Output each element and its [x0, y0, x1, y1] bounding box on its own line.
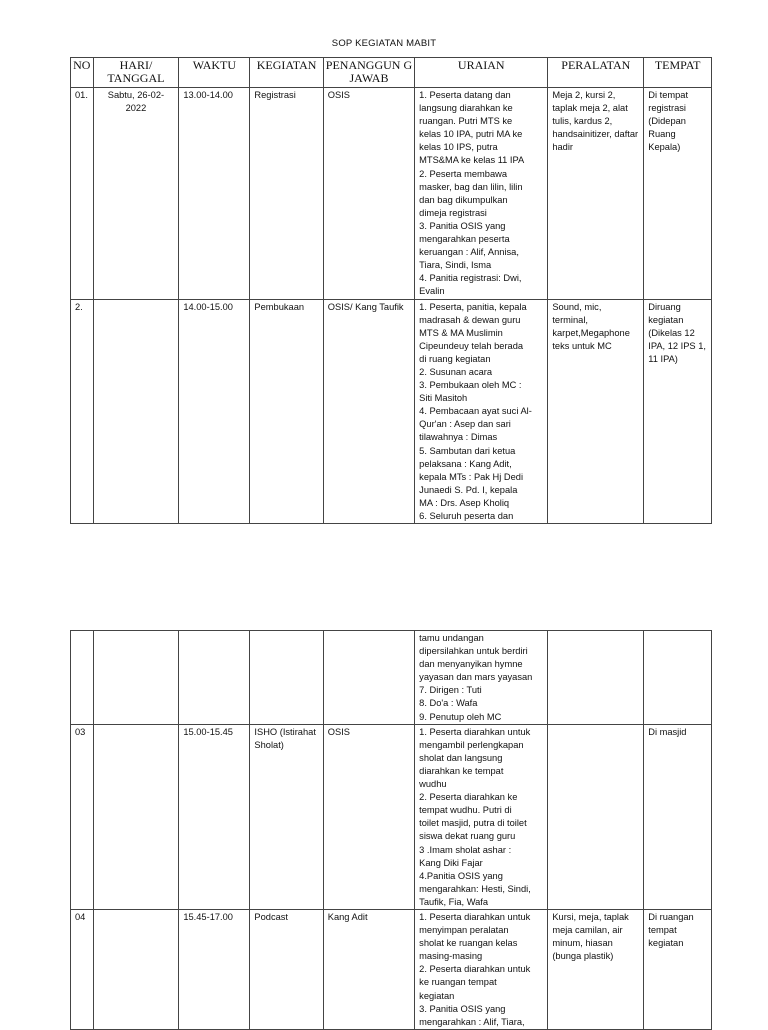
- uraian-line: MA : Drs. Asep Kholiq: [419, 497, 510, 508]
- uraian-line: kelas 10 IPS, putra: [419, 142, 498, 153]
- cell-peralatan: Meja 2, kursi 2, taplak meja 2, alat tulis, kardus 2, handsainitizer, daftar hadir: [548, 88, 644, 300]
- cell-uraian: [415, 724, 548, 909]
- uraian-line: mengambil perlengkapan: [419, 739, 524, 750]
- cell-no: 03: [71, 724, 94, 909]
- cell-tempat: Di ruangan tempat kegiatan: [644, 909, 712, 1029]
- uraian-line: mengarahkan : Alif, Tiara,: [419, 1016, 525, 1027]
- header-tempat: TEMPAT: [644, 58, 712, 88]
- uraian-line: 1. Peserta diarahkan untuk: [419, 911, 531, 922]
- uraian-line: ruangan. Putri MTS ke: [419, 116, 513, 127]
- uraian-line: Kang Diki Fajar: [419, 857, 483, 868]
- uraian-line: mengarahkan: Hesti, Sindi,: [419, 883, 531, 894]
- cell-no: [71, 631, 94, 725]
- uraian-line: Tiara, Sindi, Isma: [419, 260, 492, 271]
- uraian-line: Cipeundeuy telah berada: [419, 340, 524, 351]
- uraian-line: dan bag dikumpulkan: [419, 194, 508, 205]
- uraian-line: sholat dan langsung: [419, 752, 503, 763]
- cell-tempat: Di tempat registrasi (Didepan Ruang Kepala): [644, 88, 712, 300]
- table-row: [71, 724, 712, 909]
- table-row: [71, 631, 712, 725]
- uraian-line: diarahkan ke tempat: [419, 765, 504, 776]
- cell-penanggung-jawab: OSIS: [323, 724, 414, 909]
- uraian-line: 1. Peserta datang dan: [419, 90, 511, 100]
- uraian-line: 4. Pembacaan ayat suci Al-: [419, 406, 532, 417]
- header-penanggung-jawab: PENANGGUN G JAWAB: [323, 58, 414, 88]
- uraian-line: Evalin: [419, 286, 445, 297]
- cell-hari-tanggal: Sabtu, 26-02-2022: [93, 88, 179, 300]
- cell-uraian: [415, 909, 548, 1029]
- uraian-line: di ruang kegiatan: [419, 353, 491, 364]
- cell-peralatan: [548, 631, 644, 725]
- uraian-line: masker, bag dan lilin, lilin: [419, 181, 523, 192]
- table-row: [71, 299, 712, 524]
- cell-tempat: Diruang kegiatan (Dikelas 12 IPA, 12 IPS 1, 11 IPA): [644, 299, 712, 524]
- header-hari-tanggal: HARI/ TANGGAL: [93, 58, 179, 88]
- uraian-line: menyimpan peralatan: [419, 925, 509, 936]
- header-no: NO: [71, 58, 94, 88]
- cell-uraian: [415, 631, 548, 725]
- uraian-line: MTS&MA ke kelas 11 IPA: [419, 155, 525, 166]
- uraian-line: 1. Peserta, panitia, kepala: [419, 301, 527, 312]
- cell-hari-tanggal: [93, 299, 179, 524]
- cell-uraian: [415, 299, 548, 524]
- sop-table-page-2: [70, 630, 712, 1030]
- uraian-line: kegiatan: [419, 990, 455, 1001]
- header-waktu: WAKTU: [179, 58, 250, 88]
- cell-hari-tanggal: [93, 724, 179, 909]
- cell-kegiatan: Registrasi: [250, 88, 323, 300]
- uraian-line: toilet masjid, putra di toilet: [419, 818, 527, 829]
- cell-tempat: Di masjid: [644, 724, 712, 909]
- uraian-line: pelaksana : Kang Adit,: [419, 458, 512, 469]
- cell-waktu: 15.00-15.45: [179, 724, 250, 909]
- cell-no: 2.: [71, 299, 94, 524]
- cell-kegiatan: [250, 631, 323, 725]
- uraian-line: 3 .Imam sholat ashar :: [419, 844, 512, 855]
- cell-peralatan: [548, 724, 644, 909]
- uraian-line: 3. Pembukaan oleh MC :: [419, 380, 522, 391]
- uraian-line: tamu undangan: [419, 633, 484, 643]
- table-header-row: [71, 58, 712, 88]
- document-title: SOP KEGIATAN MABIT: [331, 38, 437, 49]
- uraian-line: Qur'an : Asep dan sari: [419, 419, 511, 430]
- uraian-line: 2. Peserta diarahkan ke: [419, 792, 518, 803]
- uraian-line: 7. Dirigen : Tuti: [419, 685, 482, 696]
- cell-peralatan: Kursi, meja, taplak meja camilan, air minum, hiasan (bunga plastik): [548, 909, 644, 1029]
- uraian-line: dipersilahkan untuk berdiri: [419, 646, 528, 657]
- uraian-line: 2. Peserta membawa: [419, 168, 508, 179]
- uraian-line: ke ruangan tempat: [419, 977, 497, 988]
- cell-penanggung-jawab: OSIS: [323, 88, 414, 300]
- uraian-line: Siti Masitoh: [419, 393, 468, 404]
- uraian-line: kepala MTs : Pak Hj Dedi: [419, 471, 524, 482]
- uraian-line: Junaedi S. Pd. I, kepala: [419, 484, 518, 495]
- cell-no: 04: [71, 909, 94, 1029]
- cell-tempat: [644, 631, 712, 725]
- cell-penanggung-jawab: Kang Adit: [323, 909, 414, 1029]
- cell-kegiatan: Podcast: [250, 909, 323, 1029]
- uraian-line: yayasan dan mars yayasan: [419, 672, 533, 683]
- uraian-line: MTS & MA Muslimin: [419, 327, 503, 338]
- uraian-line: 8. Do'a : Wafa: [419, 698, 478, 709]
- cell-hari-tanggal: [93, 909, 179, 1029]
- cell-kegiatan: ISHO (Istirahat Sholat): [250, 724, 323, 909]
- uraian-line: langsung diarahkan ke: [419, 103, 513, 114]
- header-uraian: URAIAN: [415, 58, 548, 88]
- uraian-line: 5. Sambutan dari ketua: [419, 445, 516, 456]
- uraian-line: keruangan : Alif, Annisa,: [419, 247, 519, 258]
- header-peralatan: PERALATAN: [548, 58, 644, 88]
- cell-waktu: 14.00-15.00: [179, 299, 250, 524]
- table-row: [71, 88, 712, 300]
- uraian-line: dimeja registrasi: [419, 207, 487, 218]
- cell-no: 01.: [71, 88, 94, 300]
- uraian-line: 2. Susunan acara: [419, 366, 493, 377]
- cell-peralatan: Sound, mic, terminal, karpet,Megaphone teks untuk MC: [548, 299, 644, 524]
- uraian-line: Taufik, Fia, Wafa: [419, 896, 489, 907]
- uraian-line: madrasah & dewan guru: [419, 314, 521, 325]
- uraian-line: 4.Panitia OSIS yang: [419, 870, 503, 881]
- uraian-line: mengarahkan peserta: [419, 234, 510, 245]
- uraian-line: 1. Peserta diarahkan untuk: [419, 726, 531, 737]
- uraian-line: sholat ke ruangan kelas: [419, 938, 518, 949]
- table-row: [71, 909, 712, 1029]
- cell-penanggung-jawab: [323, 631, 414, 725]
- cell-waktu: 15.45-17.00: [179, 909, 250, 1029]
- uraian-line: masing-masing: [419, 951, 483, 962]
- uraian-line: siswa dekat ruang guru: [419, 831, 516, 842]
- uraian-line: wudhu: [419, 779, 447, 790]
- uraian-line: tilawahnya : Dimas: [419, 432, 498, 443]
- header-kegiatan: KEGIATAN: [250, 58, 323, 88]
- uraian-line: 6. Seluruh peserta dan: [419, 511, 514, 521]
- cell-uraian: [415, 88, 548, 300]
- sop-table-page-1: [70, 57, 712, 524]
- uraian-line: 9. Penutup oleh MC: [419, 711, 502, 722]
- cell-hari-tanggal: [93, 631, 179, 725]
- uraian-line: tempat wudhu. Putri di: [419, 805, 512, 816]
- cell-waktu: [179, 631, 250, 725]
- uraian-line: kelas 10 IPA, putri MA ke: [419, 129, 523, 140]
- uraian-line: dan menyanyikan hymne: [419, 659, 523, 670]
- uraian-line: 3. Panitia OSIS yang: [419, 220, 506, 231]
- uraian-line: 4. Panitia registrasi: Dwi,: [419, 273, 522, 284]
- cell-penanggung-jawab: OSIS/ Kang Taufik: [323, 299, 414, 524]
- cell-waktu: 13.00-14.00: [179, 88, 250, 300]
- cell-kegiatan: Pembukaan: [250, 299, 323, 524]
- uraian-line: 3. Panitia OSIS yang: [419, 1003, 506, 1014]
- uraian-line: 2. Peserta diarahkan untuk: [419, 964, 531, 975]
